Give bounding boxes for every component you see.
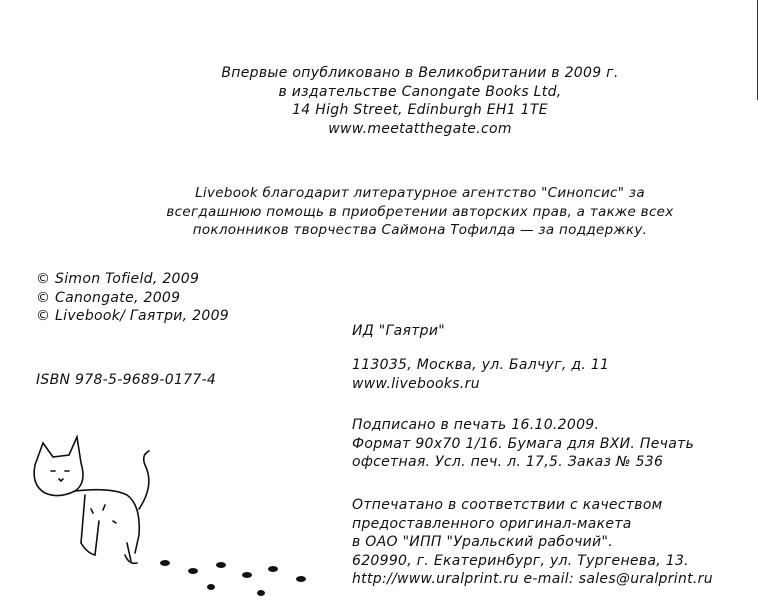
print-info-line: Подписано в печать 16.10.2009. [352,417,600,433]
printer-info-line: 620990, г. Екатеринбург, ул. Тургенева, 13. [352,552,689,569]
print-info-block [352,416,694,472]
copyright-line: © Livebook/ Гаятри, 2009 [36,308,230,324]
printer-info-line: предоставленного оригинал-макета [352,515,632,532]
publisher-block [352,356,609,393]
copyright-block [36,270,229,326]
first-published-line: www.meetatthegate.com [328,120,512,137]
first-published-line: 14 High Street, Edinburgh EH1 1TE [292,102,548,118]
paw-prints [160,560,306,596]
copyright-line: © Canongate, 2009 [36,289,181,306]
first-published-line: в издательстве Canongate Books Ltd, [278,83,562,100]
first-published-line: Впервые опубликовано в Великобритании в 2009 г. [221,65,619,81]
print-info-line: Формат 90х70 1/16. Бумага для ВХИ. Печать [352,435,695,452]
acknowledgement-line: Livebook благодарит литературное агентство "Синопсис" за [195,185,645,201]
printer-info-block [352,496,713,589]
publisher-website: www.livebooks.ru [352,375,480,392]
acknowledgement-line: поклонников творчества Саймона Тофилда — за поддержку. [192,222,648,238]
publisher-address: 113035, Москва, ул. Балчуг, д. 11 [352,357,610,373]
acknowledgement-line: всегдашнюю помощь в приобретении авторских прав, а также всех [166,203,674,220]
copyright-line: © Simon Tofield, 2009 [36,271,200,287]
publisher-name: ИД "Гаятри" [352,323,445,339]
first-published-block [170,64,670,138]
isbn: ISBN 978-5-9689-0177-4 [36,372,217,388]
printer-info-line: http://www.uralprint.ru e-mail: sales@uralprint.ru [352,571,713,587]
printer-info-line: в ОАО "ИПП "Уральский рабочий". [352,534,613,550]
printer-info-line: Отпечатано в соответствии с качеством [352,497,663,513]
acknowledgement-block [80,184,760,240]
print-info-line: офсетная. Усл. печ. л. 17,5. Заказ № 536 [352,454,664,470]
cat-illustration [15,425,335,605]
page-edge-line [757,0,758,100]
